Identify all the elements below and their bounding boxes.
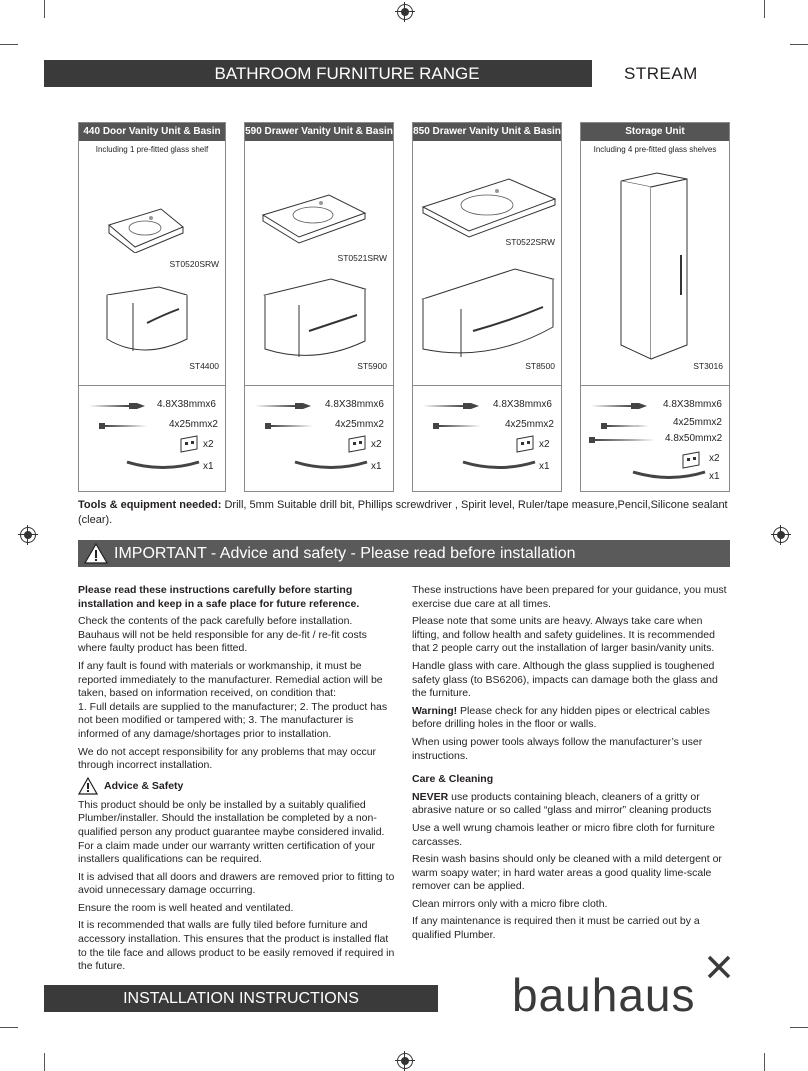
paragraph: This product should be only be installed by a suitably qualified Plumber/installer. Should the installation be completed by a non-qualified person any product guarantee maybe considered invalid. For a claim made under our warranty written certification of your installers qualifications can be required. (78, 798, 385, 866)
handle-icon (293, 459, 369, 473)
basin-code: ST0520SRW (169, 259, 219, 269)
crop-mark (44, 1053, 45, 1071)
crop-mark (0, 1027, 18, 1028)
bauhaus-logo (512, 968, 696, 1022)
screw-icon (265, 421, 315, 431)
care-heading: Care & Cleaning (412, 773, 494, 786)
panel-subtitle: Including 1 pre-fitted glass shelf (95, 145, 209, 154)
storage-unit-illustration-icon (617, 169, 697, 369)
handle-qty: x1 (371, 461, 382, 472)
basin-code: ST0521SRW (337, 253, 387, 263)
registration-mark-icon (20, 527, 36, 543)
registration-mark-icon (773, 527, 789, 543)
footer-title: INSTALLATION INSTRUCTIONS (123, 990, 359, 1007)
range-name: STREAM (624, 64, 698, 83)
registration-mark-icon (397, 1053, 413, 1069)
warning-label: Warning! (412, 704, 458, 717)
panel-title: 590 Drawer Vanity Unit & Basin (245, 123, 393, 141)
tools-label: Tools & equipment needed: (78, 499, 222, 511)
panel-divider (245, 385, 393, 386)
panel-divider (413, 385, 561, 386)
handle-icon (125, 459, 201, 473)
never-label: NEVER (412, 790, 449, 803)
paragraph: Resin wash basins should only be cleaned with a mild detergent or warm soapy water; in hard water areas a good quality lime-scale remover can be applied. (412, 853, 722, 893)
paragraph: These instructions have been prepared for your guidance, you must exercise due care at all times. (412, 584, 727, 610)
screw-icon (99, 421, 149, 431)
intro-text: Please read these instructions carefully before starting installation and keep in a safe place for future reference. (78, 584, 360, 610)
crop-mark (764, 0, 765, 18)
product-panel-storage (580, 122, 730, 492)
screw-qty-3: 4.8x50mmx2 (665, 433, 723, 444)
bracket-qty: x2 (539, 439, 550, 450)
crop-mark (790, 44, 808, 45)
important-bar (78, 540, 730, 567)
warning-icon (84, 543, 108, 564)
screw-qty-2: 4x25mmx2 (335, 419, 384, 430)
tools-needed (78, 498, 728, 528)
registration-mark-icon (397, 4, 413, 20)
paragraph: We do not accept responsibility for any problems that may occur through incorrect installation. (78, 745, 377, 772)
paragraph: Handle glass with care. Although the glass supplied is toughened safety glass (to BS6206), impacts can damage both the glass and the furniture. (412, 659, 718, 700)
screw-icon (591, 401, 653, 411)
paragraph: Please note that some units are heavy. Always take care when lifting, and follow health and safety guidelines. It is recommended that 2 people carry out the installation of larger basin/vanity units. (412, 615, 715, 655)
paragraph: It is recommended that walls are fully tiled before furniture and accessory installation. This ensures that the product is installed flat to the tile face and allows product to be easily removed if required in the future. (78, 919, 395, 973)
panel-title: Storage Unit (581, 123, 729, 141)
logo-text: bauhaus (512, 969, 696, 1021)
screw-qty-1: 4.8X38mmx6 (325, 399, 384, 410)
handle-qty: x1 (203, 461, 214, 472)
basin-illustration-icon (419, 173, 559, 243)
unit-code: ST3016 (693, 361, 723, 371)
panel-divider (79, 385, 225, 386)
screw-icon (89, 401, 151, 411)
paragraph: Ensure the room is well heated and ventilated. (78, 901, 294, 914)
paragraph: If any maintenance is required then it must be carried out by a qualified Plumber. (412, 915, 700, 942)
bracket-icon (681, 451, 701, 469)
handle-icon (631, 469, 707, 483)
unit-code: ST5900 (357, 361, 387, 371)
bracket-qty: x2 (371, 439, 382, 450)
paragraph: When using power tools always follow the manufacturer’s user instructions. (412, 735, 703, 762)
paragraph: 1. Full details are supplied to the manufacturer; 2. The product has not been modified or tampered with; 3. The manufacturer is informed of any damage/shortages prior to installation. (78, 700, 388, 740)
panel-subtitle: Including 4 pre-fitted glass shelves (593, 145, 717, 154)
panel-title: 850 Drawer Vanity Unit & Basin (413, 123, 561, 141)
vanity-unit-illustration-icon (103, 283, 193, 363)
important-title: IMPORTANT - Advice and safety - Please read before installation (114, 545, 576, 562)
header-bar (44, 60, 592, 87)
screw-icon (589, 435, 657, 445)
warning-text: Please check for any hidden pipes or electrical cables before drilling holes in the floor or walls. (412, 704, 710, 731)
right-column (412, 584, 732, 947)
paragraph: Clean mirrors only with a micro fibre cloth. (412, 897, 608, 910)
screw-qty-1: 4.8X38mmx6 (157, 399, 216, 410)
advice-heading: Advice & Safety (104, 779, 184, 792)
advice-heading-row (78, 777, 396, 797)
screw-qty-2: 4x25mmx2 (505, 419, 554, 430)
paragraph: Check the contents of the pack carefully before installation. Bauhaus will not be held responsible for any de-fit / re-fit costs where faulty product has been fitted. (78, 615, 367, 655)
unit-code: ST8500 (525, 361, 555, 371)
logo-x-icon (706, 954, 732, 980)
handle-qty: x1 (539, 461, 550, 472)
screw-qty-1: 4.8X38mmx6 (663, 399, 722, 410)
bracket-icon (347, 435, 367, 453)
never-text: use products containing bleach, cleaners of a gritty or abrasive nature or so called “glass and mirror” cleaning products (412, 790, 712, 817)
paragraph: It is advised that all doors and drawers are removed prior to fitting to avoid unnecessary damage occurring. (78, 870, 395, 897)
screw-qty-2: 4x25mmx2 (673, 417, 722, 428)
product-panel-850 (412, 122, 562, 492)
paragraph: Use a well wrung chamois leather or micro fibre cloth for furniture carcasses. (412, 821, 715, 848)
panel-title: 440 Door Vanity Unit & Basin (79, 123, 225, 141)
warning-icon (78, 777, 98, 795)
panel-divider (581, 385, 729, 386)
screw-icon (423, 401, 485, 411)
bracket-qty: x2 (709, 453, 720, 464)
basin-code: ST0522SRW (505, 237, 555, 247)
screw-icon (255, 401, 317, 411)
footer-bar (44, 985, 438, 1012)
screw-icon (433, 421, 483, 431)
screw-qty-1: 4.8X38mmx6 (493, 399, 552, 410)
tools-text: Drill, 5mm Suitable drill bit, Phillips screwdriver , Spirit level, Ruler/tape measure,Pencil,Silicone sealant (clear). (78, 499, 728, 526)
crop-mark (790, 1027, 808, 1028)
screw-qty-2: 4x25mmx2 (169, 419, 218, 430)
unit-code: ST4400 (189, 361, 219, 371)
bracket-icon (515, 435, 535, 453)
screw-icon (601, 421, 651, 431)
left-column (78, 584, 396, 978)
vanity-unit-illustration-icon (261, 273, 371, 363)
basin-illustration-icon (259, 189, 369, 249)
header-title: BATHROOM FURNITURE RANGE (214, 64, 480, 83)
vanity-unit-illustration-icon (419, 263, 559, 363)
handle-icon (461, 459, 537, 473)
product-panel-590 (244, 122, 394, 492)
product-panel-440 (78, 122, 226, 492)
crop-mark (0, 44, 18, 45)
bracket-qty: x2 (203, 439, 214, 450)
crop-mark (44, 0, 45, 18)
basin-illustration-icon (101, 203, 191, 253)
bracket-icon (179, 435, 199, 453)
handle-qty: x1 (709, 471, 720, 482)
crop-mark (764, 1053, 765, 1071)
paragraph: If any fault is found with materials or workmanship, it must be reported immediately to the manufacturer. Remedial action will be taken, based on information received, on condition that: (78, 659, 383, 700)
